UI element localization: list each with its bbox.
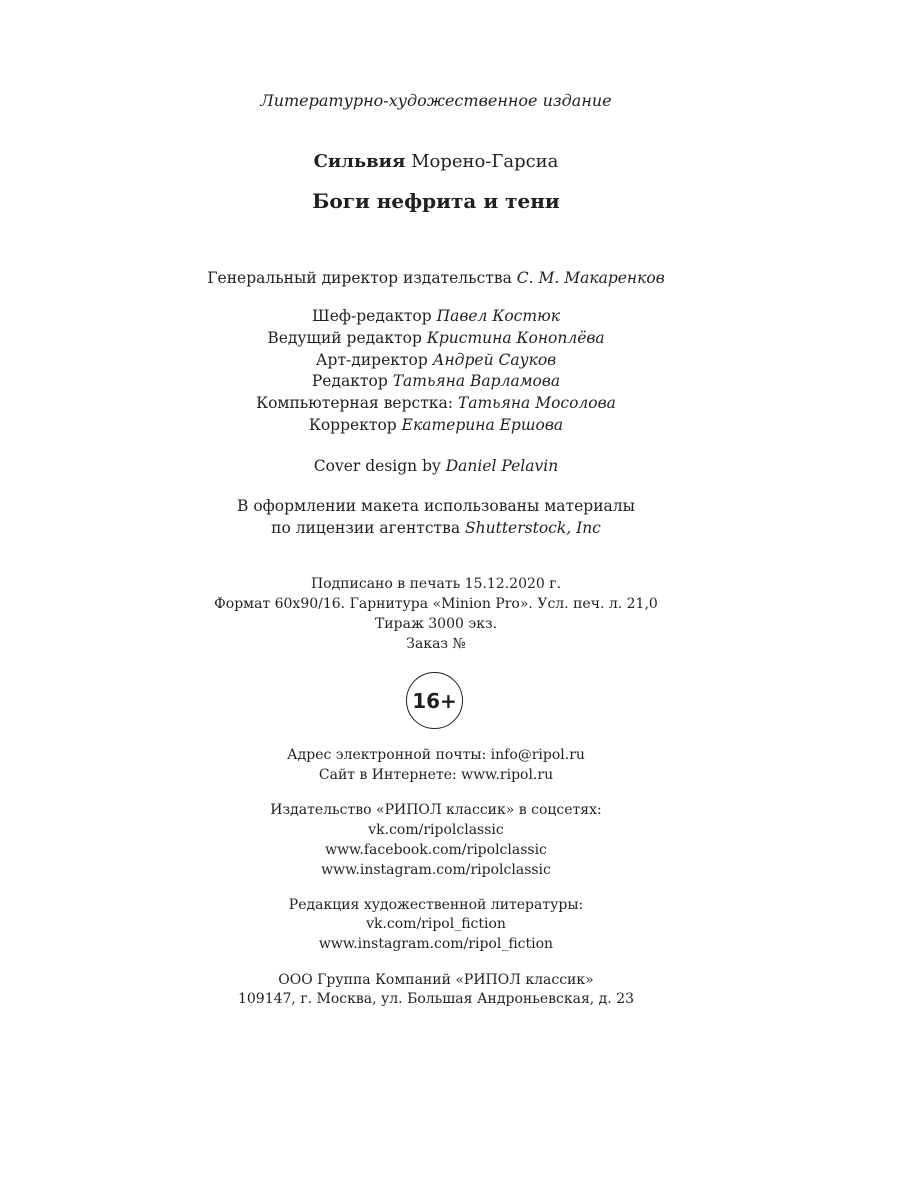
- book-title: Боги нефрита и тени: [312, 189, 560, 213]
- social-link: www.instagram.com/ripolclassic: [321, 862, 551, 878]
- author-name: [0, 150, 872, 174]
- cover-design: [0, 455, 872, 477]
- staff-name: Павел Костюк: [436, 307, 560, 325]
- publisher-address: 109147, г. Москва, ул. Большая Андроньевская, д. 23: [237, 991, 635, 1007]
- staff-role: Корректор: [308, 416, 397, 434]
- fiction-editorial-link: www.instagram.com/ripol_fiction: [318, 936, 554, 952]
- staff-name: Екатерина Ершова: [401, 416, 564, 434]
- social-heading: Издательство «РИПОЛ классик» в соцсетях:: [270, 802, 602, 818]
- website-line: Сайт в Интернете: www.ripol.ru: [318, 767, 554, 783]
- age-rating-badge: 16+: [406, 672, 463, 729]
- staff-line: [0, 415, 872, 437]
- staff-name: Кристина Коноплёва: [426, 329, 605, 347]
- license-agency: Shutterstock, Inc: [465, 519, 601, 537]
- staff-role: Компьютерная верстка:: [256, 394, 453, 412]
- general-director: [0, 267, 872, 289]
- staff-name: Татьяна Варламова: [392, 372, 561, 390]
- email-line: Адрес электронной почты: info@ripol.ru: [287, 747, 585, 763]
- general-director-role: Генеральный директор издательства: [207, 269, 512, 287]
- license-line-2: [0, 517, 872, 539]
- staff-line: [0, 371, 872, 393]
- publisher-name: ООО Группа Компаний «РИПОЛ классик»: [278, 972, 594, 988]
- print-info-line: Тираж 3000 экз.: [374, 616, 498, 632]
- fiction-editorial-link: vk.com/ripol_fiction: [366, 916, 506, 932]
- cover-designer-name: Daniel Pelavin: [445, 457, 559, 475]
- staff-role: Редактор: [311, 372, 388, 390]
- staff-name: Андрей Сауков: [432, 351, 557, 369]
- staff-line: [0, 393, 872, 415]
- edition-type: Литературно-художественное издание: [260, 91, 612, 110]
- social-link: vk.com/ripolclassic: [368, 822, 504, 838]
- social-link: www.facebook.com/ripolclassic: [325, 842, 547, 858]
- author-last-name: Морено-Гарсиа: [411, 151, 559, 172]
- staff-role: Арт-директор: [315, 351, 428, 369]
- staff-role: Ведущий редактор: [267, 329, 422, 347]
- print-info-line: Заказ №: [406, 636, 466, 652]
- license-line-1: В оформлении макета использованы материалы: [237, 497, 635, 515]
- fiction-editorial-heading: Редакция художественной литературы:: [288, 897, 584, 913]
- staff-name: Татьяна Мосолова: [457, 394, 616, 412]
- author-first-name: Сильвия: [313, 151, 406, 172]
- staff-line: [0, 350, 872, 372]
- cover-design-label: Cover design by: [313, 457, 441, 475]
- print-info-line: Формат 60x90/16. Гарнитура «Minion Pro». Усл. печ. л. 21,0: [214, 596, 658, 612]
- staff-line: [0, 306, 872, 328]
- license-prefix: по лицензии агентства: [271, 519, 461, 537]
- staff-role: Шеф-редактор: [312, 307, 432, 325]
- staff-line: [0, 328, 872, 350]
- print-info-line: Подписано в печать 15.12.2020 г.: [310, 576, 562, 592]
- general-director-name: С. М. Макаренков: [516, 269, 665, 287]
